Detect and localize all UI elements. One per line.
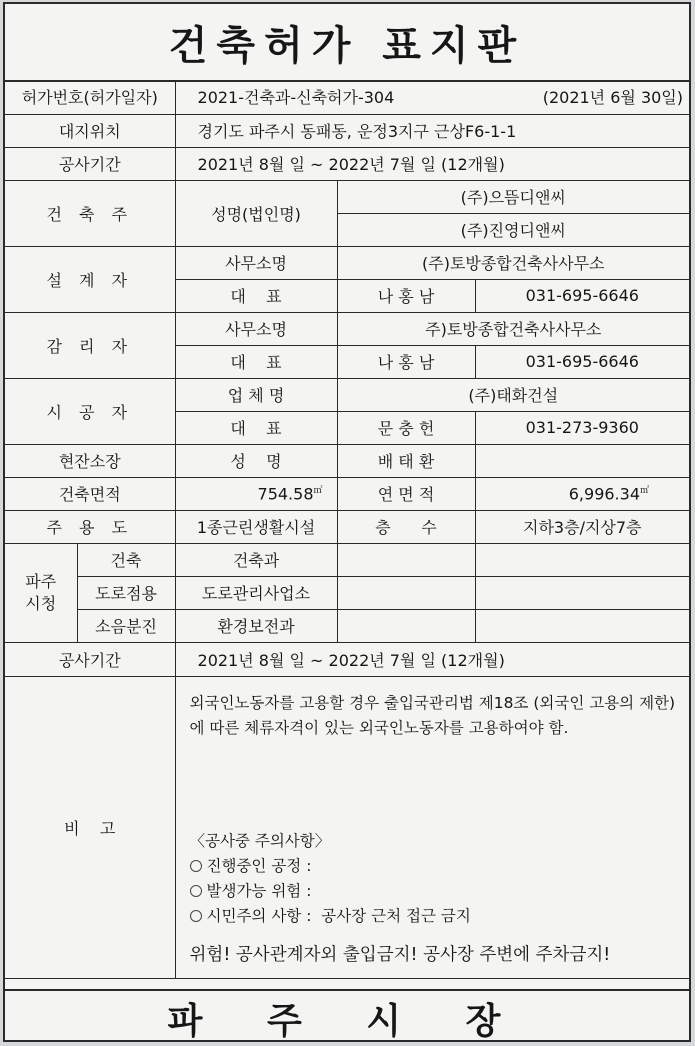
designer-rep-name: 나 홍 남 xyxy=(337,279,475,312)
total-area-value-cell xyxy=(475,477,689,510)
remarks-text: 외국인노동자를 고용할 경우 출입국관리법 제18조 (외국인 고용의 제한)에 따른 체류자격이 있는 외국인노동자를 고용하여야 함. xyxy=(189,693,676,737)
contractor-company: (주)태화건설 xyxy=(337,378,689,411)
circle-icon xyxy=(190,910,202,922)
row-contractor-1 xyxy=(5,378,689,411)
floors-value: 지하3층/지상7층 xyxy=(475,510,689,543)
row-cityhall-2 xyxy=(5,576,689,609)
supervisor-rep-name: 나 홍 남 xyxy=(337,345,475,378)
cityhall-label xyxy=(5,543,77,642)
row-cityhall-3 xyxy=(5,609,689,642)
row-use xyxy=(5,510,689,543)
designer-label: 설 계 자 xyxy=(5,246,175,312)
cityhall-empty xyxy=(337,543,475,576)
total-area-value: 6,996.34 xyxy=(568,484,640,504)
contractor-rep-label: 대 표 xyxy=(175,411,337,444)
owner-name-1: (주)으뜸디앤씨 xyxy=(337,180,689,213)
cityhall-empty xyxy=(337,609,475,642)
permit-value xyxy=(175,80,689,114)
cityhall-label-line1: 파주 xyxy=(25,571,57,591)
period2-value: 2021년 8월 일 ~ 2022년 7월 일 (12개월) xyxy=(175,642,689,676)
site-manager-empty xyxy=(475,444,689,477)
permit-sign-board xyxy=(3,2,691,1042)
caution-item: 발생가능 위험 : xyxy=(190,879,680,904)
warning-text: 위험! 공사관계자외 출입금지! 공사장 주변에 주차금지! xyxy=(189,944,611,965)
supervisor-office-label: 사무소명 xyxy=(175,312,337,345)
designer-rep-label: 대 표 xyxy=(175,279,337,312)
cityhall-row-value: 건축과 xyxy=(175,543,337,576)
cityhall-empty xyxy=(475,543,689,576)
contractor-label: 시 공 자 xyxy=(5,378,175,444)
row-permit xyxy=(5,80,689,114)
caution-item: 시민주의 사항 : 공사장 근처 접근 금지 xyxy=(190,904,680,929)
site-manager-label: 현잔소장 xyxy=(5,444,175,477)
contractor-company-label: 업 체 명 xyxy=(175,378,337,411)
sign-footer: 파 주 시 장 xyxy=(5,989,689,1042)
cityhall-row-label: 소음분진 xyxy=(77,609,175,642)
owner-name-2: (주)진영디앤씨 xyxy=(337,213,689,246)
site-value: 경기도 파주시 동패동, 운정3지구 근상F6-1-1 xyxy=(175,114,689,147)
supervisor-rep-label: 대 표 xyxy=(175,345,337,378)
use-value: 1종근린생활시설 xyxy=(175,510,337,543)
use-label: 주 용 도 xyxy=(5,510,175,543)
period2-label: 공사기간 xyxy=(5,642,175,676)
area-value: 754.58 xyxy=(257,484,314,504)
period-label: 공사기간 xyxy=(5,147,175,180)
cityhall-row-label: 건축 xyxy=(77,543,175,576)
site-manager-name: 배 태 환 xyxy=(337,444,475,477)
circle-icon xyxy=(190,885,202,897)
cityhall-empty xyxy=(475,576,689,609)
caution-heading: 〈공사중 주의사항〉 xyxy=(189,831,331,850)
contractor-rep-name: 문 충 헌 xyxy=(337,411,475,444)
site-label: 대지위치 xyxy=(5,114,175,147)
cityhall-row-value: 환경보전과 xyxy=(175,609,337,642)
cityhall-row-value: 도로관리사업소 xyxy=(175,576,337,609)
row-supervisor-1 xyxy=(5,312,689,345)
supervisor-office: 주)토방종합건축사사무소 xyxy=(337,312,689,345)
area-unit: ㎡ xyxy=(313,486,323,497)
site-manager-sublabel: 성 명 xyxy=(175,444,337,477)
remarks-label: 비 고 xyxy=(5,676,175,978)
cityhall-empty xyxy=(337,576,475,609)
row-period xyxy=(5,147,689,180)
owner-label: 건 축 주 xyxy=(5,180,175,246)
floors-label: 층 수 xyxy=(337,510,475,543)
total-area-unit: ㎡ xyxy=(640,486,650,497)
row-site xyxy=(5,114,689,147)
row-area xyxy=(5,477,689,510)
area-value-cell xyxy=(175,477,337,510)
caution-item: 진행중인 공정 : xyxy=(190,854,680,879)
period-value: 2021년 8월 일 ~ 2022년 7월 일 (12개월) xyxy=(175,147,689,180)
permit-info-table xyxy=(5,80,689,979)
supervisor-label: 감 리 자 xyxy=(5,312,175,378)
total-area-label: 연 면 적 xyxy=(337,477,475,510)
cityhall-label-line2: 시청 xyxy=(25,593,57,613)
contractor-rep-phone: 031-273-9360 xyxy=(475,411,689,444)
row-cityhall-1 xyxy=(5,543,689,576)
permit-date: (2021년 6월 30일) xyxy=(542,88,684,108)
row-period-2 xyxy=(5,642,689,676)
area-label: 건축면적 xyxy=(5,477,175,510)
row-designer-1 xyxy=(5,246,689,279)
circle-icon xyxy=(190,860,202,872)
sign-title: 건축허가 표지판 xyxy=(5,4,689,82)
permit-label: 허가번호(허가일자) xyxy=(5,80,175,114)
cityhall-row-label: 도로점용 xyxy=(77,576,175,609)
supervisor-rep-phone: 031-695-6646 xyxy=(475,345,689,378)
designer-rep-phone: 031-695-6646 xyxy=(475,279,689,312)
owner-sublabel: 성명(법인명) xyxy=(175,180,337,246)
designer-office-label: 사무소명 xyxy=(175,246,337,279)
permit-number: 2021-건축과-신축허가-304 xyxy=(197,88,395,108)
row-site-manager xyxy=(5,444,689,477)
row-remarks xyxy=(5,676,689,978)
row-owner-1 xyxy=(5,180,689,213)
remarks-content xyxy=(175,676,689,978)
designer-office: (주)토방종합건축사사무소 xyxy=(337,246,689,279)
cityhall-empty xyxy=(475,609,689,642)
